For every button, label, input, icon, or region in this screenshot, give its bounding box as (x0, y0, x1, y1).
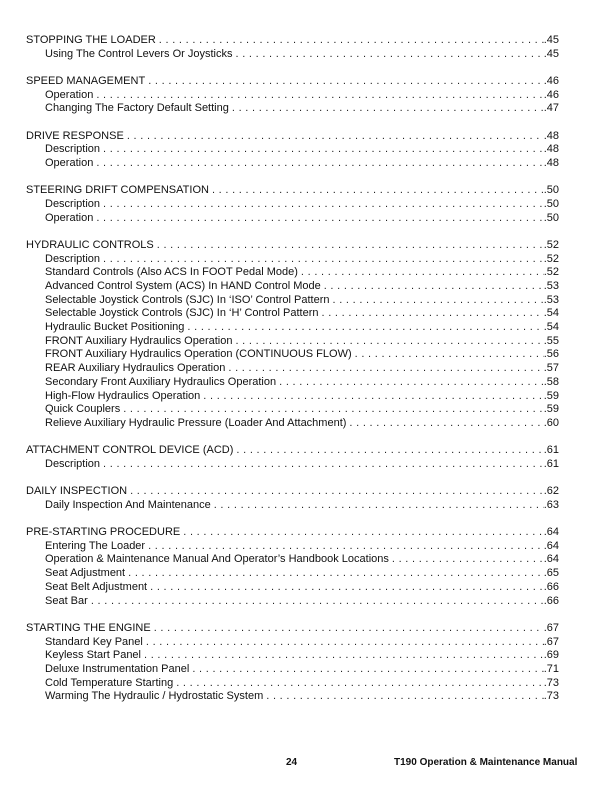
entry-label: SPEED MANAGEMENT (26, 74, 146, 87)
entry-page: .64 (543, 553, 559, 566)
entry-page: .46 (543, 88, 559, 101)
entry-page: .45 (543, 34, 559, 46)
entry-page: .58 (543, 375, 559, 388)
entry-label: Warming The Hydraulic / Hydrostatic System (45, 690, 264, 703)
toc-entry[interactable] (26, 376, 559, 390)
toc-entry[interactable] (26, 499, 559, 513)
entry-page: .53 (543, 293, 559, 306)
toc-heading[interactable] (26, 34, 559, 48)
toc-section (26, 75, 559, 116)
entry-page: .62 (543, 485, 559, 498)
entry-page: .46 (543, 74, 559, 87)
entry-label: STARTING THE ENGINE (26, 621, 151, 634)
toc-section (26, 622, 559, 704)
entry-label: FRONT Auxiliary Hydraulics Operation (CONTINUOUS FLOW) (45, 348, 352, 361)
entry-label: Quick Couplers (45, 403, 121, 416)
dot-leader (321, 307, 543, 321)
entry-page: .59 (543, 403, 559, 416)
entry-page: .67 (543, 621, 559, 634)
table-of-contents (26, 34, 559, 718)
toc-entry[interactable] (26, 649, 559, 663)
entry-page: .73 (543, 690, 559, 703)
entry-label: Operation (45, 211, 94, 224)
entry-page: .64 (543, 539, 559, 552)
toc-entry[interactable] (26, 553, 559, 567)
entry-page: .65 (543, 567, 559, 580)
toc-entry[interactable] (26, 321, 559, 335)
entry-page: .56 (543, 348, 559, 361)
entry-page: .53 (543, 280, 559, 292)
dot-leader (96, 157, 543, 171)
toc-entry[interactable] (26, 212, 559, 226)
manual-title: T190 Operation & Maintenance Manual (394, 757, 578, 768)
toc-entry[interactable] (26, 417, 559, 431)
entry-label: High-Flow Hydraulics Operation (45, 389, 201, 402)
entry-page: .54 (543, 321, 559, 334)
toc-entry[interactable] (26, 636, 559, 650)
dot-leader (146, 636, 544, 650)
dot-leader (128, 567, 544, 581)
entry-label: STOPPING THE LOADER (26, 34, 156, 46)
dot-leader (355, 348, 544, 362)
entry-label: Daily Inspection And Maintenance (45, 498, 211, 511)
dot-leader (301, 266, 544, 280)
toc-heading[interactable] (26, 622, 559, 636)
entry-label: Seat Belt Adjustment (45, 580, 148, 593)
dot-leader (228, 362, 543, 376)
toc-entry[interactable] (26, 266, 559, 280)
toc-heading[interactable] (26, 444, 559, 458)
entry-page: .59 (543, 389, 559, 402)
entry-page: .54 (543, 307, 559, 320)
entry-label: Secondary Front Auxiliary Hydraulics Operation (45, 375, 277, 388)
page-number: 24 (286, 757, 298, 768)
toc-entry[interactable] (26, 348, 559, 362)
toc-entry[interactable] (26, 143, 559, 157)
entry-label: Relieve Auxiliary Hydraulic Pressure (Loader And Attachment) (45, 416, 347, 429)
dot-leader (123, 403, 544, 417)
dot-leader (157, 239, 544, 253)
entry-label: Description (45, 143, 101, 156)
entry-label: Deluxe Instrumentation Panel (45, 662, 190, 675)
entry-page: .48 (543, 157, 559, 169)
entry-label: Seat Adjustment (45, 567, 126, 580)
toc-heading[interactable] (26, 485, 559, 499)
dot-leader (91, 595, 544, 609)
entry-label: Seat Bar (45, 594, 88, 607)
entry-page: .64 (543, 526, 559, 539)
entry-page: .61 (543, 457, 559, 470)
entry-label: ATTACHMENT CONTROL DEVICE (ACD) (26, 444, 234, 457)
dot-leader (392, 553, 544, 567)
toc-section (26, 239, 559, 431)
dot-leader (150, 581, 544, 595)
dot-leader (148, 75, 544, 89)
entry-label: PRE-STARTING PROCEDURE (26, 526, 181, 539)
entry-label: Description (45, 252, 101, 265)
toc-heading[interactable] (26, 130, 559, 144)
toc-section (26, 485, 559, 512)
entry-label: Cold Temperature Starting (45, 676, 174, 689)
toc-entry[interactable] (26, 458, 559, 472)
entry-label: FRONT Auxiliary Hydraulics Operation (45, 334, 233, 347)
entry-label: Advanced Control System (ACS) In HAND Control Mode (45, 280, 321, 292)
toc-section (26, 444, 559, 471)
dot-leader (235, 335, 543, 349)
toc-entry[interactable] (26, 280, 559, 294)
entry-label: Selectable Joystick Controls (SJC) In ‘H’ Control Pattern (45, 307, 319, 320)
dot-leader (96, 89, 543, 103)
toc-entry[interactable] (26, 48, 559, 62)
dot-leader (176, 677, 544, 691)
entry-page: .61 (543, 444, 559, 457)
toc-entry[interactable] (26, 663, 559, 677)
entry-page: .50 (543, 197, 559, 210)
entry-label: Using The Control Levers Or Joysticks (45, 47, 233, 60)
toc-heading[interactable] (26, 75, 559, 89)
toc-section (26, 526, 559, 608)
toc-section (26, 34, 559, 61)
entry-page: .71 (543, 662, 559, 675)
entry-label: Keyless Start Panel (45, 649, 141, 662)
toc-entry[interactable] (26, 157, 559, 171)
entry-label: Operation (45, 157, 94, 169)
dot-leader (212, 184, 544, 198)
toc-entry[interactable] (26, 362, 559, 376)
entry-page: .47 (543, 102, 559, 115)
entry-page: .63 (543, 498, 559, 511)
entry-page: .73 (543, 676, 559, 689)
toc-entry[interactable] (26, 390, 559, 404)
dot-leader (236, 444, 543, 458)
toc-entry[interactable] (26, 335, 559, 349)
toc-entry[interactable] (26, 307, 559, 321)
dot-leader (127, 130, 544, 144)
entry-page: .67 (543, 635, 559, 648)
dot-leader (232, 102, 544, 116)
entry-label: Description (45, 197, 101, 210)
dot-leader (187, 321, 543, 335)
entry-page: .45 (543, 47, 559, 60)
entry-label: Description (45, 457, 101, 470)
entry-label: Standard Key Panel (45, 635, 143, 648)
dot-leader (130, 485, 544, 499)
toc-entry[interactable] (26, 677, 559, 691)
dot-leader (148, 540, 544, 554)
toc-entry[interactable] (26, 567, 559, 581)
entry-label: Selectable Joystick Controls (SJC) In ‘ISO’ Control Pattern (45, 293, 330, 306)
dot-leader (103, 143, 544, 157)
entry-label: Operation & Maintenance Manual And Operator’s Handbook Locations (45, 553, 389, 566)
entry-page: .66 (543, 580, 559, 593)
dot-leader (203, 390, 543, 404)
toc-entry[interactable] (26, 403, 559, 417)
toc-entry[interactable] (26, 89, 559, 103)
entry-page: .50 (543, 184, 559, 197)
dot-leader (192, 663, 543, 677)
entry-label: STEERING DRIFT COMPENSATION (26, 184, 209, 197)
toc-entry[interactable] (26, 690, 559, 704)
entry-label: Standard Controls (Also ACS In FOOT Pedal Mode) (45, 266, 298, 279)
dot-leader (266, 690, 543, 704)
dot-leader (159, 34, 544, 48)
entry-label: Entering The Loader (45, 539, 146, 552)
toc-entry[interactable] (26, 253, 559, 267)
dot-leader (154, 622, 544, 636)
entry-page: .52 (543, 238, 559, 251)
toc-entry[interactable] (26, 581, 559, 595)
entry-page: .69 (543, 649, 559, 662)
toc-entry[interactable] (26, 595, 559, 609)
entry-label: Operation (45, 88, 94, 101)
dot-leader (214, 499, 544, 513)
entry-label: HYDRAULIC CONTROLS (26, 238, 154, 251)
toc-entry[interactable] (26, 102, 559, 116)
toc-heading[interactable] (26, 239, 559, 253)
toc-entry[interactable] (26, 198, 559, 212)
toc-section (26, 184, 559, 225)
dot-leader (96, 212, 543, 226)
entry-page: .52 (543, 252, 559, 265)
entry-label: Hydraulic Bucket Positioning (45, 321, 185, 334)
dot-leader (144, 649, 544, 663)
toc-heading[interactable] (26, 184, 559, 198)
entry-page: .50 (543, 211, 559, 224)
dot-leader (183, 526, 543, 540)
entry-page: .48 (543, 143, 559, 156)
dot-leader (103, 253, 544, 267)
entry-label: REAR Auxiliary Hydraulics Operation (45, 362, 226, 375)
toc-heading[interactable] (26, 526, 559, 540)
dot-leader (103, 198, 544, 212)
entry-page: .48 (543, 129, 559, 142)
toc-entry[interactable] (26, 294, 559, 308)
dot-leader (349, 417, 543, 431)
toc-section (26, 130, 559, 171)
entry-page: .60 (543, 416, 559, 429)
entry-page: .55 (543, 334, 559, 347)
entry-label: Changing The Factory Default Setting (45, 102, 229, 115)
dot-leader (279, 376, 544, 390)
entry-page: .66 (543, 594, 559, 607)
dot-leader (235, 48, 543, 62)
entry-label: DRIVE RESPONSE (26, 129, 124, 142)
entry-label: DAILY INSPECTION (26, 485, 128, 498)
entry-page: .52 (543, 266, 559, 279)
dot-leader (103, 458, 544, 472)
dot-leader (332, 294, 543, 308)
entry-page: .57 (543, 362, 559, 375)
toc-entry[interactable] (26, 540, 559, 554)
dot-leader (324, 280, 544, 294)
